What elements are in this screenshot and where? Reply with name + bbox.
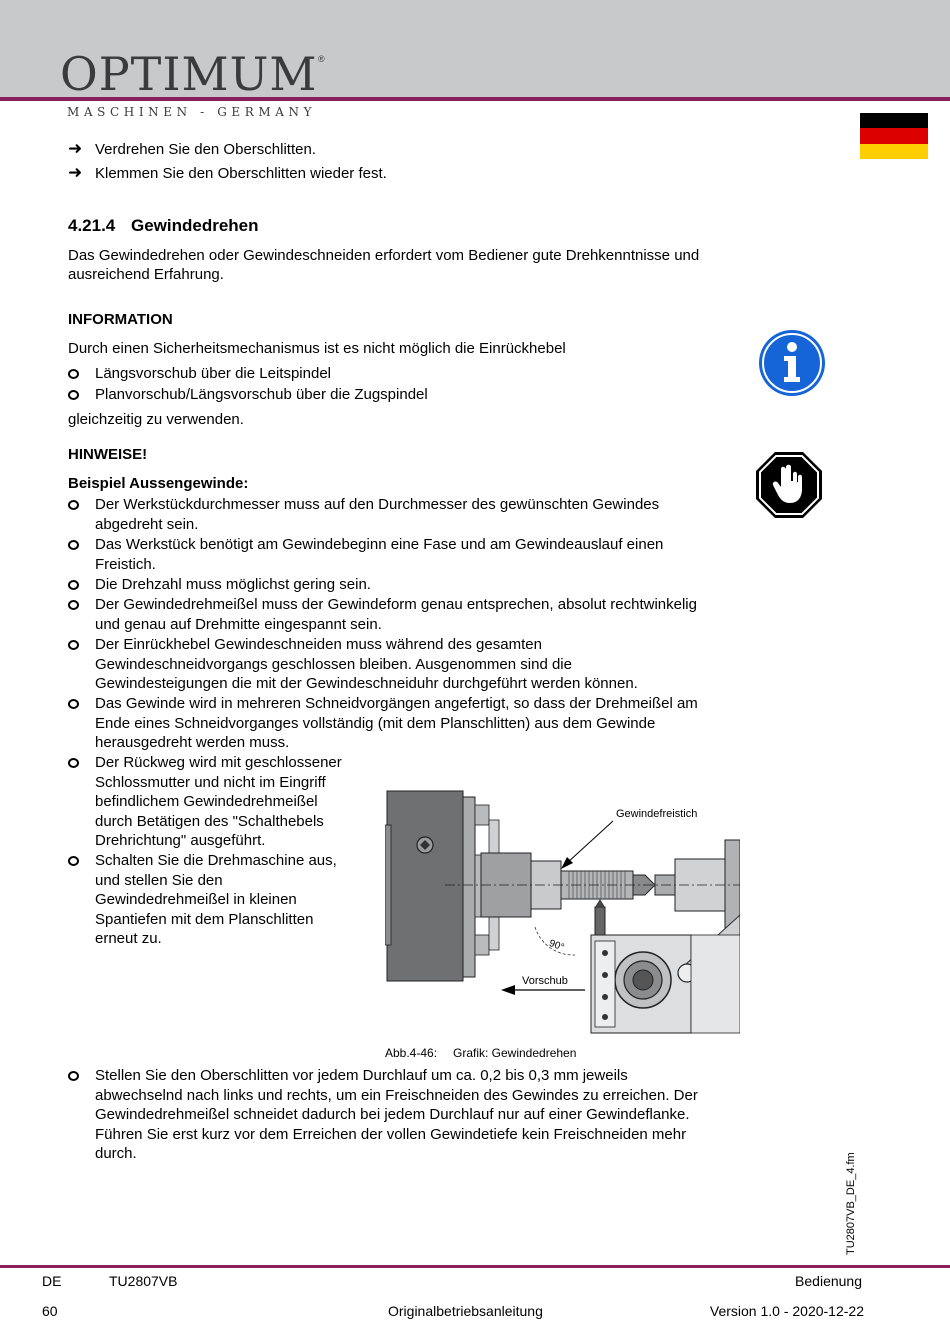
- step-text: Verdrehen Sie den Oberschlitten.: [95, 141, 316, 158]
- footer-page-number: 60: [42, 1303, 58, 1319]
- list-item-text: Der Rückweg wird mit geschlossener: [95, 754, 342, 771]
- hinweise-subheading: Beispiel Aussengewinde:: [68, 475, 249, 492]
- list-item-text: Stellen Sie den Oberschlitten vor jedem Durchlauf um ca. 0,2 bis 0,3 mm jeweils: [95, 1067, 628, 1084]
- list-item-text: erneut zu.: [95, 930, 162, 947]
- information-tail: gleichzeitig zu verwenden.: [68, 411, 244, 428]
- bullet-circle-icon: [68, 500, 79, 510]
- label-vorschub: Vorschub: [522, 975, 568, 987]
- registered-mark: ®: [318, 54, 325, 64]
- arrow-right-icon: ➜: [68, 139, 83, 159]
- bullet-circle-icon: [68, 699, 79, 709]
- bullet-circle-icon: [68, 390, 79, 400]
- list-item-text: befindlichem Gewindedrehmeißel: [95, 793, 318, 810]
- list-item-text: Der Werkstückdurchmesser muss auf den Durchmesser des gewünschten Gewindes: [95, 496, 660, 513]
- footer-version: Version 1.0 - 2020-12-22: [709, 1303, 864, 1319]
- list-item-text: Gewindeschneidvorgangs geschlossen bleiben. Ausgenommen sind die: [95, 655, 572, 673]
- footer-document: Originalbetriebsanleitung: [388, 1303, 543, 1319]
- list-item-text: durch Betätigen des "Schalthebels: [95, 812, 324, 830]
- list-item-text: Die Drehzahl muss möglichst gering sein.: [95, 576, 371, 593]
- list-item-text: Gewindesteigungen die mit der Gewindeschneiduhr durchgeführt werden können.: [95, 675, 638, 692]
- list-item-text: Ende eines Schneidvorganges vollständig (mit dem Planschlitten) aus dem Gewinde: [95, 714, 656, 732]
- thread-cutting-figure: [385, 785, 740, 1037]
- info-icon: [758, 329, 826, 397]
- list-item-text: Gewindedrehmeißel schneidet dadurch bei jedem Durchlauf nur auf einer Gewindeflanke.: [95, 1106, 690, 1123]
- information-heading: INFORMATION: [68, 311, 173, 328]
- step-item: [68, 164, 387, 183]
- flag-stripe-red: [860, 128, 928, 143]
- arrow-right-icon: ➜: [68, 163, 83, 183]
- list-item-text: und genau auf Drehmitte eingespannt sein.: [95, 615, 382, 633]
- list-item-text: und stellen Sie den: [95, 871, 223, 889]
- list-item-text: Das Werkstück benötigt am Gewindebeginn eine Fase und am Gewindeauslauf einen: [95, 536, 664, 553]
- list-item-text: Drehrichtung" ausgeführt.: [95, 832, 266, 849]
- flag-stripe-gold: [860, 144, 928, 159]
- source-file-label: TU2807VB_DE_4.fm: [845, 1152, 857, 1255]
- flag-stripe-black: [860, 113, 928, 128]
- intro-line: ausreichend Erfahrung.: [68, 266, 224, 283]
- bullet-circle-icon: [68, 1071, 79, 1081]
- list-item-text: Spantiefen mit dem Planschlitten: [95, 910, 314, 928]
- bullet-circle-icon: [68, 600, 79, 610]
- angle-label: 90°: [547, 937, 566, 954]
- footer-model: TU2807VB: [109, 1273, 178, 1289]
- list-item-text: abgedreht sein.: [95, 515, 199, 533]
- footer-chapter: Bedienung: [795, 1273, 862, 1289]
- label-gewindefreistich: Gewindefreistich: [616, 808, 698, 820]
- german-flag-icon: [860, 113, 928, 159]
- step-item: [68, 140, 316, 159]
- list-item-text: Planvorschub/Längsvorschub über die Zugspindel: [95, 386, 428, 403]
- step-text: Klemmen Sie den Oberschlitten wieder fest.: [95, 165, 387, 182]
- bullet-circle-icon: [68, 540, 79, 550]
- list-item-text: Längsvorschub über die Leitspindel: [95, 365, 331, 382]
- bullet-circle-icon: [68, 369, 79, 379]
- brand-logo: OPTIMUM: [60, 47, 318, 101]
- list-item-text: Der Einrückhebel Gewindeschneiden muss während des gesamten: [95, 636, 542, 653]
- list-item-text: Der Gewindedrehmeißel muss der Gewindeform genau entsprechen, absolut rechtwinkelig: [95, 596, 697, 613]
- bullet-circle-icon: [68, 640, 79, 650]
- section-heading: [68, 216, 259, 236]
- list-item-text: Das Gewinde wird in mehreren Schneidvorgängen angefertigt, so dass der Drehmeißel am: [95, 695, 698, 712]
- bullet-circle-icon: [68, 758, 79, 768]
- figure-caption: [385, 1046, 576, 1060]
- brand-subtitle: MASCHINEN - GERMANY: [67, 105, 317, 119]
- list-item-text: Gewindedrehmeißel in kleinen: [95, 891, 297, 908]
- intro-line: Das Gewindedrehen oder Gewindeschneiden erfordert vom Bediener gute Drehkenntnisse und: [68, 247, 700, 264]
- caption-number: Abb.4-46:: [385, 1046, 438, 1060]
- caption-text: Grafik: Gewindedrehen: [453, 1046, 577, 1060]
- list-item-text: Schalten Sie die Drehmaschine aus,: [95, 852, 337, 869]
- list-item-text: durch.: [95, 1145, 137, 1162]
- list-item-text: Schlossmutter und nicht im Eingriff: [95, 773, 326, 791]
- footer-divider: [0, 1265, 950, 1268]
- stop-hand-icon: [755, 451, 823, 519]
- list-item-text: herausgedreht werden muss.: [95, 734, 290, 751]
- list-item-text: Freistich.: [95, 555, 156, 573]
- footer-language: DE: [42, 1273, 62, 1289]
- list-item-text: abwechselnd nach links und rechts, um ein Freischneiden des Gewindes zu erreichen. Der: [95, 1086, 698, 1104]
- bullet-circle-icon: [68, 856, 79, 866]
- information-text: Durch einen Sicherheitsmechanismus ist es nicht möglich die Einrückhebel: [68, 340, 566, 357]
- bullet-circle-icon: [68, 580, 79, 590]
- section-number: 4.21.4: [68, 216, 116, 235]
- section-title: Gewindedrehen: [131, 216, 259, 235]
- hinweise-heading: HINWEISE!: [68, 446, 148, 463]
- list-item-text: Führen Sie erst kurz vor dem Erreichen der vollen Gewindetiefe kein Freischneiden mehr: [95, 1125, 687, 1143]
